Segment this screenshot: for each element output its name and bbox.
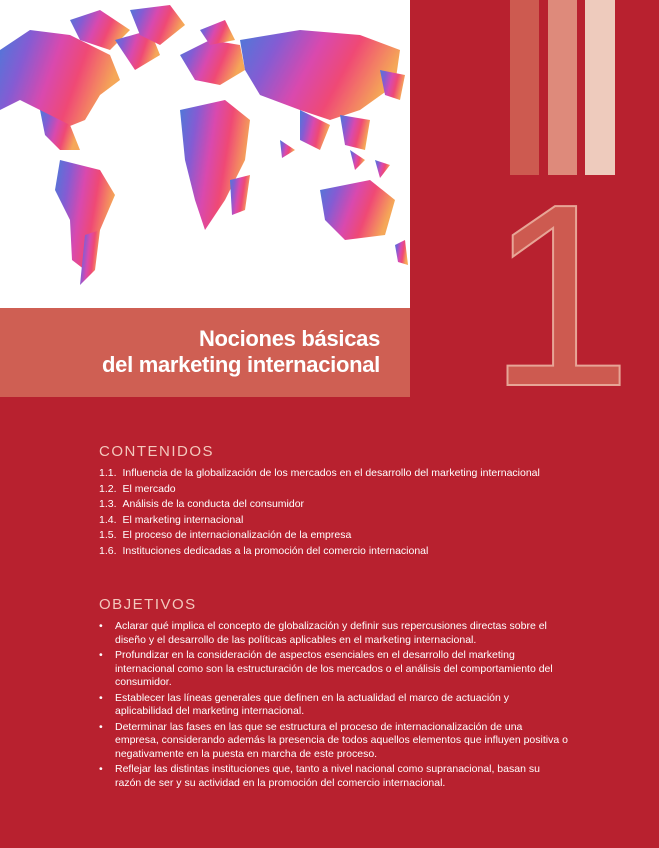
title-band xyxy=(0,308,410,397)
contents-item xyxy=(99,513,559,529)
contents-item-number: 1.2. xyxy=(99,482,117,495)
contents-item-text: El proceso de internacionalización de la empresa xyxy=(122,529,352,541)
objective-item xyxy=(99,649,569,690)
bullet-icon: • xyxy=(99,649,103,661)
bullet-icon: • xyxy=(99,763,103,775)
contents-item-number: 1.6. xyxy=(99,544,117,557)
chapter-number-text: 1 xyxy=(487,151,633,441)
bullet-icon: • xyxy=(99,691,103,704)
chapter-title-line1: Nociones básicas xyxy=(198,326,380,351)
chapter-title-line2: del marketing internacional xyxy=(102,352,380,377)
contents-item-number: 1.4. xyxy=(99,513,117,526)
contents-item-number: 1.5. xyxy=(99,529,117,541)
bullet-icon: • xyxy=(99,720,103,733)
objective-item xyxy=(99,620,569,647)
contents-item xyxy=(99,528,559,544)
decorative-stripe-3 xyxy=(585,0,615,175)
world-map-illustration xyxy=(0,0,410,308)
objective-item-text: Aclarar qué implica el concepto de globalización y definir sus repercusiones directas sobre el diseño y el desarrollo de las políticas aplicables en el marketing internacional. xyxy=(115,620,547,646)
contents-item xyxy=(99,466,559,482)
decorative-stripe-1 xyxy=(510,0,539,175)
chapter-title xyxy=(102,326,380,378)
objective-item-text: Establecer las líneas generales que definen en la actualidad el marco de actuación y aplicabilidad del marketing internacional. xyxy=(115,691,510,717)
contents-item xyxy=(99,544,559,560)
contents-item-text: El marketing internacional xyxy=(122,513,244,526)
contents-item-text: Influencia de la globalización de los mercados en el desarrollo del marketing internacional xyxy=(122,467,540,479)
contents-heading: CONTENIDOS xyxy=(99,443,215,460)
contents-item-text: Análisis de la conducta del consumidor xyxy=(122,498,305,510)
objective-item-text: Profundizar en la consideración de aspectos esenciales en el desarrollo del marketing internacional como son la estructuración de los mercados o el análisis del comportamiento del consumidor. xyxy=(115,649,553,688)
contents-item-text: El mercado xyxy=(122,482,176,495)
objective-item-text: Determinar las fases en las que se estructura el proceso de internacionalización de una empresa, considerando además la presencia de todos aquellos elementos que influyen positiva o negativamente en la puesta en marcha de este proceso. xyxy=(115,720,568,760)
contents-item-number: 1.1. xyxy=(99,467,117,479)
objective-item xyxy=(99,763,569,790)
objectives-list xyxy=(99,620,569,792)
objective-item xyxy=(99,692,569,719)
contents-item xyxy=(99,497,559,513)
bullet-icon: • xyxy=(99,620,103,632)
contents-item xyxy=(99,482,559,498)
objectives-heading: OBJETIVOS xyxy=(99,596,197,613)
objective-item xyxy=(99,721,569,762)
objective-item-text: Reflejar las distintas instituciones que, tanto a nivel nacional como supranacional, basan su razón de ser y su actividad en la promoción del comercio internacional. xyxy=(115,763,540,789)
contents-list xyxy=(99,466,559,559)
decorative-stripe-2 xyxy=(548,0,577,175)
chapter-number xyxy=(487,151,633,441)
contents-item-number: 1.3. xyxy=(99,498,117,510)
contents-item-text: Instituciones dedicadas a la promoción del comercio internacional xyxy=(122,544,429,557)
polygonal-world-map xyxy=(0,0,410,308)
